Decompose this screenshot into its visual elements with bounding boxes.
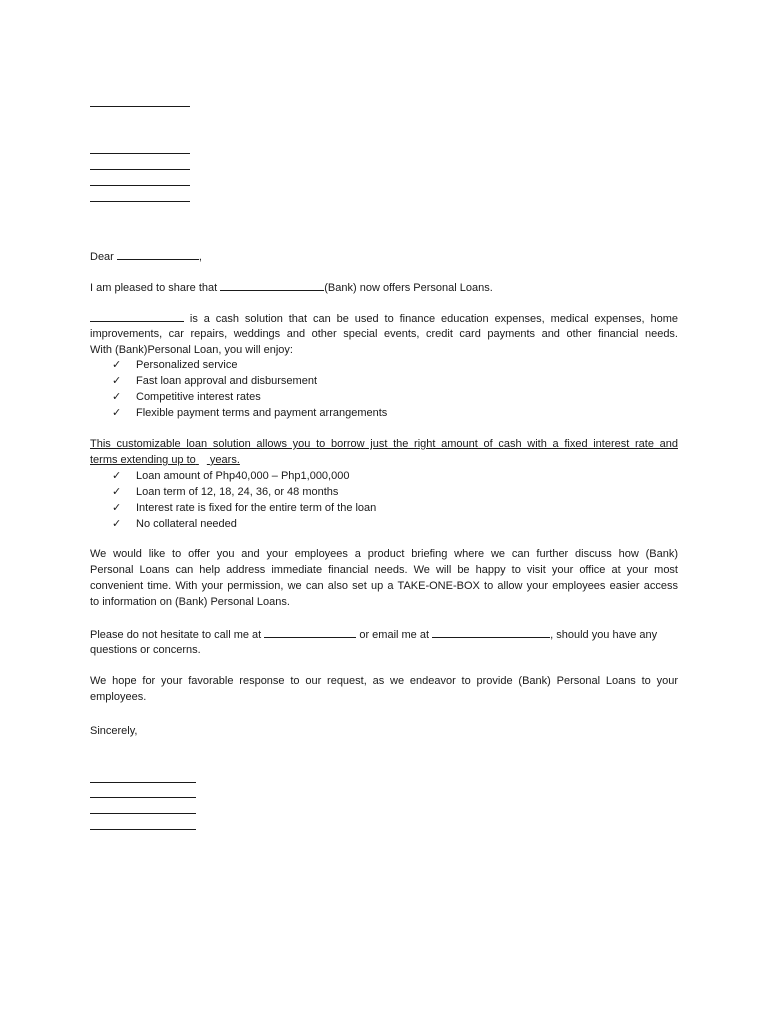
feature-label: Loan term of 12, 18, 24, 36, or 48 months [136,486,339,498]
sender-name-blank-line [90,797,196,798]
para1-line1 [90,310,678,327]
para3-line4: to information on (Bank) Personal Loans. [90,596,290,608]
checkmark-icon: ✓ [112,406,122,419]
para5-line1: We hope for your favorable response to our request, as we endeavor to provide (Bank) Personal Loans to your [90,675,678,687]
intro-line [90,279,493,296]
term-after: years. [209,454,240,466]
features-list [112,468,376,532]
para5-line2: employees. [90,691,147,703]
checkmark-icon: ✓ [112,390,122,403]
date-blank-line [90,106,190,107]
intro-after: (Bank) now offers Personal Loans. [324,282,493,294]
benefit-label: Flexible payment terms and payment arrangements [136,407,388,419]
checkmark-icon: ✓ [112,485,122,498]
checkmark-icon: ✓ [112,358,122,371]
sender-contact-blank-line [90,829,196,830]
feature-label: No collateral needed [136,518,237,530]
phone-blank [264,626,356,638]
para4-line1 [90,626,657,643]
para2-line1: This customizable loan solution allows you to borrow just the right amount of cash with a fixed interest rate and [90,438,678,450]
email-text: or email me at [359,629,430,641]
list-item [112,484,376,500]
para2-line2 [90,452,240,468]
salutation-suffix: , [198,251,202,263]
para3-line2: Personal Loans can help address immediate financial needs. We will be happy to visit your office at your most [90,564,678,576]
para1-line2: improvements, car repairs, weddings and other special events, credit card payments and other financial needs. [90,328,678,340]
email-blank [432,626,550,638]
list-item [112,468,376,484]
para3-line3: convenient time. With your permission, we can also set up a TAKE-ONE-BOX to allow your employees easier access [90,580,678,592]
call-text: Please do not hesitate to call me at [90,629,262,641]
para1-line1-text: is a cash solution that can be used to finance education expenses, medical expenses, home [184,313,678,325]
list-item [112,500,376,516]
benefit-label: Fast loan approval and disbursement [136,375,317,387]
product-name-blank [90,310,184,322]
salutation-prefix: Dear [90,251,114,263]
para4-line2: questions or concerns. [90,644,201,656]
feature-label: Interest rate is fixed for the entire term of the loan [136,502,377,514]
sender-title-blank-line [90,813,196,814]
list-item [112,516,376,532]
address-blank-line [90,201,190,202]
para1-line3: With (Bank)Personal Loan, you will enjoy: [90,344,293,356]
recipient-name-blank-line [90,153,190,154]
checkmark-icon: ✓ [112,374,122,387]
term-before: terms extending up to [90,454,196,466]
checkmark-icon: ✓ [112,501,122,514]
list-item [112,373,387,389]
recipient-title-blank-line [90,169,190,170]
benefit-label: Competitive interest rates [136,391,261,403]
checkmark-icon: ✓ [112,469,122,482]
intro-before: I am pleased to share that [90,282,218,294]
signature-blank-line [90,782,196,783]
company-blank-line [90,185,190,186]
closing: Sincerely, [90,725,138,737]
list-item [112,357,387,373]
bank-name-blank [220,279,324,291]
recipient-blank [117,248,199,260]
para3-line1: We would like to offer you and your employees a product briefing where we can further discuss how (Bank) [90,548,678,560]
salutation [90,248,202,265]
checkmark-icon: ✓ [112,517,122,530]
benefits-list [112,357,387,421]
feature-label: Loan amount of Php40,000 – Php1,000,000 [136,470,350,482]
concerns-text: , should you have any [550,629,658,641]
list-item [112,389,387,405]
list-item [112,405,387,421]
benefit-label: Personalized service [136,359,238,371]
